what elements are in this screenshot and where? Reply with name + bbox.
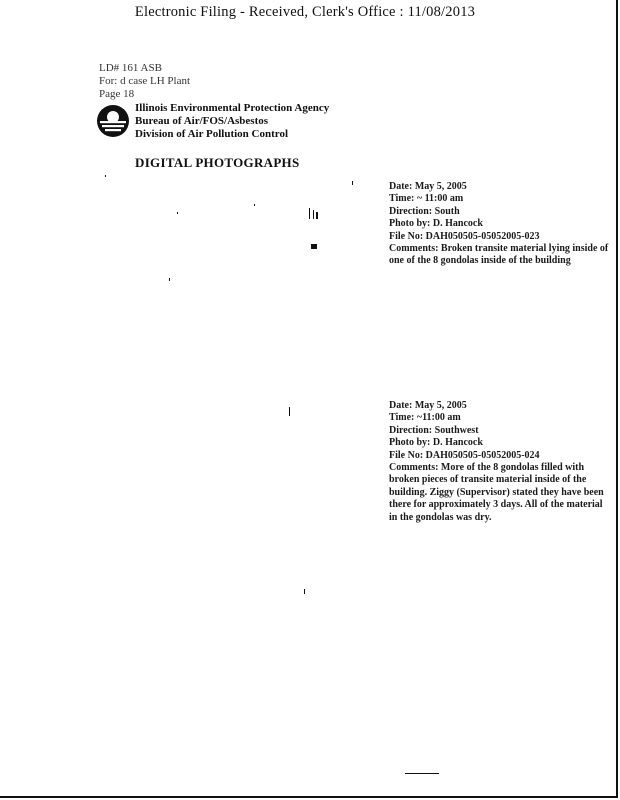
photo-time: Time: ~ 11:00 am xyxy=(389,193,464,205)
scan-speck xyxy=(309,208,310,219)
footer-rule xyxy=(405,773,439,774)
photo-description-2 xyxy=(389,400,609,524)
scan-speck xyxy=(105,175,106,177)
scan-speck xyxy=(316,212,318,219)
doc-meta-line-page: Page 18 xyxy=(99,88,135,100)
section-title: DIGITAL PHOTOGRAPHS xyxy=(135,155,300,170)
doc-meta-line-for: For: d case LH Plant xyxy=(99,75,191,87)
photo-comments: Comments: Broken transite material lying inside of one of the 8 gondolas inside of the building xyxy=(389,243,609,267)
agency-name-lines xyxy=(135,102,329,141)
scan-speck xyxy=(254,204,255,206)
photo-direction: Direction: South xyxy=(389,205,460,217)
agency-bureau: Bureau of Air/FOS/Asbestos xyxy=(135,115,269,127)
scan-speck xyxy=(169,278,170,281)
filing-header: Electronic Filing - Received, Clerk's Office : 11/08/2013 xyxy=(134,4,476,20)
photo-date: Date: May 5, 2005 xyxy=(389,400,467,411)
photo-date: Date: May 5, 2005 xyxy=(389,181,467,192)
scan-speck xyxy=(304,589,305,594)
illinois-epa-logo-icon xyxy=(96,104,130,138)
photo-file-no: File No: DAH050505-05052005-024 xyxy=(389,449,540,461)
photo-by: Photo by: D. Hancock xyxy=(389,437,483,449)
photo-file-no: File No: DAH050505-05052005-023 xyxy=(389,230,540,242)
scan-speck xyxy=(289,407,290,416)
photo-time: Time: ~11:00 am xyxy=(389,412,461,424)
scan-speck xyxy=(313,210,314,219)
photo-description-1 xyxy=(389,181,609,268)
photo-comments: Comments: More of the 8 gondolas filled with broken pieces of transite material inside of the building. Ziggy (Supervisor) stated they have been there for approximately 3 days. All of the material in the gondolas was dry. xyxy=(389,462,604,523)
agency-name: Illinois Environmental Protection Agency xyxy=(135,102,330,114)
photo-by: Photo by: D. Hancock xyxy=(389,218,483,230)
scan-speck xyxy=(352,181,353,185)
document-meta xyxy=(99,62,190,101)
doc-meta-line-id: LD# 161 ASB xyxy=(99,62,162,74)
scan-speck xyxy=(311,244,317,249)
scan-speck xyxy=(177,212,178,214)
agency-division: Division of Air Pollution Control xyxy=(135,128,289,140)
photo-direction: Direction: Southwest xyxy=(389,424,479,436)
